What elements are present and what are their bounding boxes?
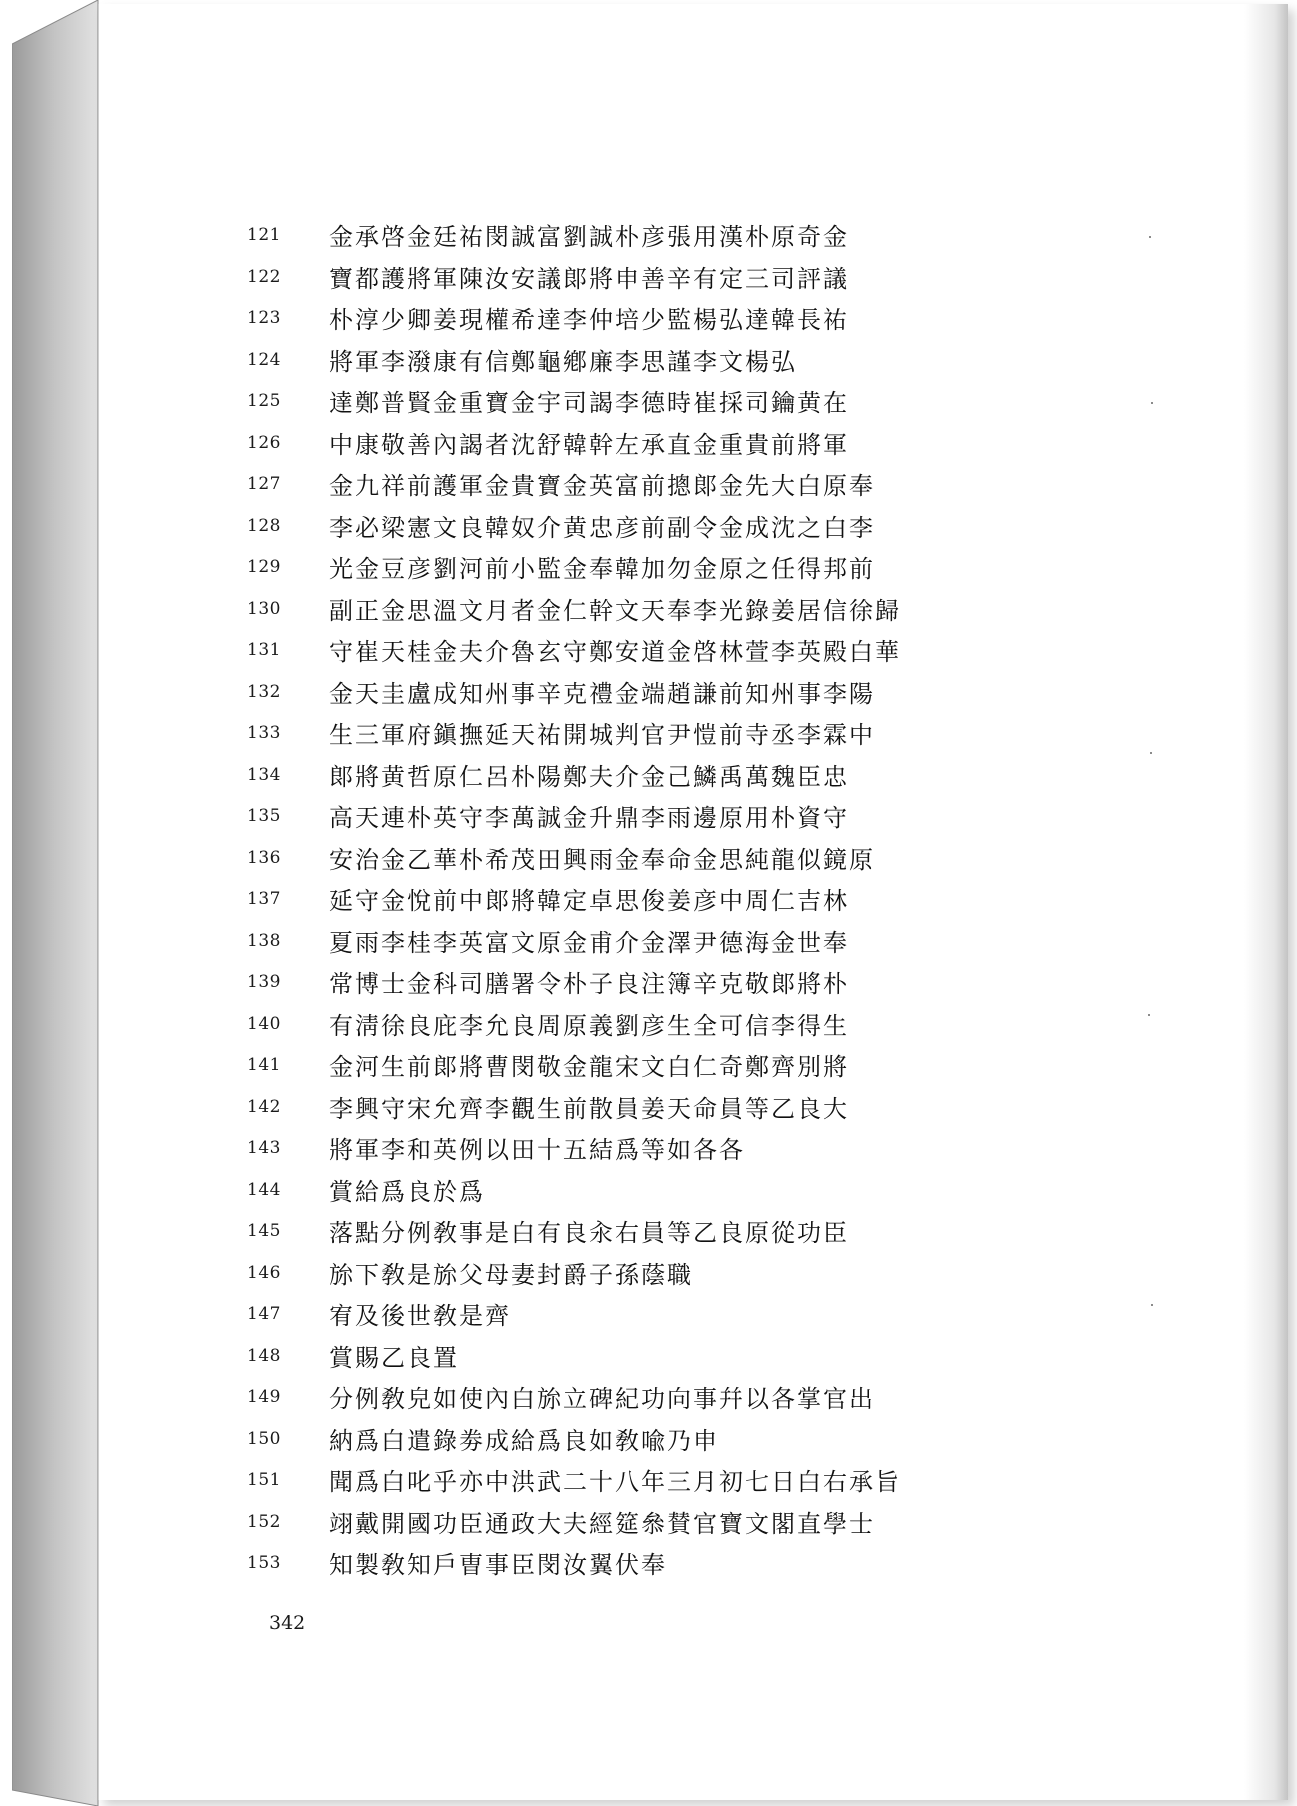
line-number: 135	[247, 806, 281, 826]
text-line	[247, 1504, 1167, 1546]
text-line	[247, 881, 1167, 923]
text-line	[247, 1338, 1167, 1380]
line-text: 旀下敎是旀父母妻封爵子孫蔭職	[329, 1260, 693, 1289]
line-number: 139	[247, 972, 281, 992]
line-number: 124	[247, 349, 281, 370]
line-number: 123	[247, 308, 281, 328]
line-number: 144	[247, 1179, 281, 1200]
line-text: 將軍李和英例以田十五結爲等如各各	[329, 1136, 745, 1164]
line-number: 142	[247, 1096, 281, 1117]
line-text: 金九祥前護軍金貴寶金英富前摠郞金先大白原奉	[329, 472, 875, 500]
text-line	[247, 1130, 1167, 1172]
line-text: 賞賜乙良置	[329, 1343, 459, 1372]
text-line	[247, 1213, 1167, 1255]
line-text: 朴淳少卿姜現權希達李仲培少監楊弘達韓長祐	[329, 306, 849, 334]
scan-speck	[1149, 236, 1151, 238]
line-text: 高天連朴英守李萬誠金升鼎李雨邊原用朴資守	[329, 804, 849, 832]
line-text: 知製敎知戶曺事臣閔汝翼伏奉	[329, 1551, 667, 1579]
text-line	[247, 1047, 1167, 1089]
text-lines	[247, 217, 1167, 1587]
text-line	[247, 508, 1167, 550]
text-line	[247, 342, 1167, 384]
line-number: 140	[247, 1013, 281, 1034]
line-text: 將軍李潑康有信鄭龜鄕廉李思謹李文楊弘	[329, 347, 797, 376]
text-line	[247, 632, 1167, 674]
scan-speck	[1151, 1304, 1153, 1306]
text-line	[247, 1296, 1167, 1338]
text-line	[247, 757, 1167, 799]
text-line	[247, 674, 1167, 716]
line-number: 138	[247, 930, 281, 951]
line-number: 143	[247, 1138, 281, 1158]
page-number: 342	[269, 1612, 306, 1634]
book-spine	[12, 0, 108, 1806]
text-line	[247, 1545, 1167, 1587]
line-number: 150	[247, 1428, 281, 1449]
document-page	[98, 4, 1288, 1800]
line-number: 145	[247, 1221, 281, 1241]
text-line	[247, 383, 1167, 425]
line-number: 133	[247, 723, 281, 743]
line-text: 寶都護將軍陳汝安議郞將申善辛有定三司評議	[329, 264, 849, 293]
text-line	[247, 1255, 1167, 1297]
line-text: 聞爲白叱乎亦中洪武二十八年三月初七日白右承旨	[329, 1468, 901, 1496]
scan-speck	[1148, 1014, 1150, 1016]
line-text: 安治金乙華朴希茂田興雨金奉命金思純龍似鏡原	[329, 845, 875, 874]
line-text: 納爲白遣錄劵成給爲良如敎喩乃申	[329, 1426, 719, 1455]
line-text: 賞給爲良於爲	[329, 1177, 485, 1206]
line-number: 127	[247, 474, 281, 494]
line-text: 生三軍府鎭撫延天祐開城判官尹愷前寺丞李霖中	[329, 721, 875, 749]
text-line	[247, 1006, 1167, 1048]
text-line	[247, 425, 1167, 467]
line-text: 分例敎皃如使內白旀立碑紀功向事幷以各掌官出	[329, 1385, 875, 1413]
text-line	[247, 715, 1167, 757]
text-line	[247, 923, 1167, 965]
line-number: 146	[247, 1262, 281, 1283]
line-text: 金天圭盧成知州事辛克禮金端趙謙前知州事李陽	[329, 679, 875, 708]
line-number: 137	[247, 889, 281, 909]
line-number: 136	[247, 847, 281, 868]
scan-speck	[1151, 402, 1153, 404]
line-text: 宥及後世敎是齊	[329, 1302, 511, 1330]
line-text: 郞將黄哲原仁呂朴陽鄭夫介金己鱗禹萬魏臣忠	[329, 762, 849, 791]
text-line	[247, 466, 1167, 508]
line-number: 141	[247, 1055, 281, 1075]
text-line	[247, 964, 1167, 1006]
line-number: 153	[247, 1553, 281, 1573]
text-line	[247, 1379, 1167, 1421]
page-edge-shadow	[1244, 4, 1288, 1800]
line-number: 128	[247, 515, 281, 536]
line-text: 中康敬善內謁者沈舒韓幹左承直金重貴前將軍	[329, 430, 849, 459]
line-text: 落點分例敎事是白有良汆右員等乙良原從功臣	[329, 1219, 849, 1247]
line-number: 121	[247, 225, 281, 245]
line-text: 翊戴開國功臣通政大夫經筵叅賛官寶文閣直學士	[329, 1509, 875, 1538]
text-line	[247, 1462, 1167, 1504]
text-line	[247, 1089, 1167, 1131]
text-line	[247, 1172, 1167, 1214]
text-line	[247, 840, 1167, 882]
line-text: 常博士金科司膳署令朴子良注簿辛克敬郞將朴	[329, 970, 849, 998]
line-text: 李必梁憲文良韓奴介黄忠彦前副令金成沈之白李	[329, 513, 875, 542]
line-number: 147	[247, 1304, 281, 1324]
text-line	[247, 591, 1167, 633]
text-line	[247, 217, 1167, 259]
text-line	[247, 300, 1167, 342]
line-text: 延守金悅前中郞將韓定卓思俊姜彦中周仁吉林	[329, 887, 849, 915]
text-line	[247, 1421, 1167, 1463]
line-text: 李興守宋允齊李觀生前散員姜天命員等乙良大	[329, 1094, 849, 1123]
line-number: 148	[247, 1345, 281, 1366]
line-text: 夏雨李桂李英富文原金甫介金澤尹德海金世奉	[329, 928, 849, 957]
line-text: 光金豆彦劉河前小監金奉韓加勿金原之任得邦前	[329, 555, 875, 583]
text-line	[247, 549, 1167, 591]
line-number: 151	[247, 1470, 281, 1490]
line-text: 金河生前郞將曹閔敬金龍宋文白仁奇鄭齊別將	[329, 1053, 849, 1081]
scan-speck	[1150, 752, 1152, 754]
text-line	[247, 259, 1167, 301]
line-number: 125	[247, 391, 281, 411]
line-number: 132	[247, 681, 281, 702]
line-number: 126	[247, 432, 281, 453]
line-text: 達鄭普賢金重寶金宇司謁李德時崔採司鑰黄在	[329, 389, 849, 417]
line-number: 152	[247, 1511, 281, 1532]
line-text: 守崔天桂金夫介魯玄守鄭安道金啓林萱李英殿白華	[329, 638, 901, 666]
text-line	[247, 798, 1167, 840]
line-text: 有淸徐良庇李允良周原義劉彦生全可信李得生	[329, 1011, 849, 1040]
line-number: 129	[247, 557, 281, 577]
line-number: 130	[247, 598, 281, 619]
line-number: 149	[247, 1387, 281, 1407]
line-number: 134	[247, 764, 281, 785]
line-number: 122	[247, 266, 281, 287]
line-text: 金承啓金廷祐閔誠富劉誠朴彦張用漢朴原奇金	[329, 223, 849, 251]
line-number: 131	[247, 640, 281, 660]
line-text: 副正金思溫文月者金仁幹文天奉李光錄姜居信徐歸	[329, 596, 901, 625]
